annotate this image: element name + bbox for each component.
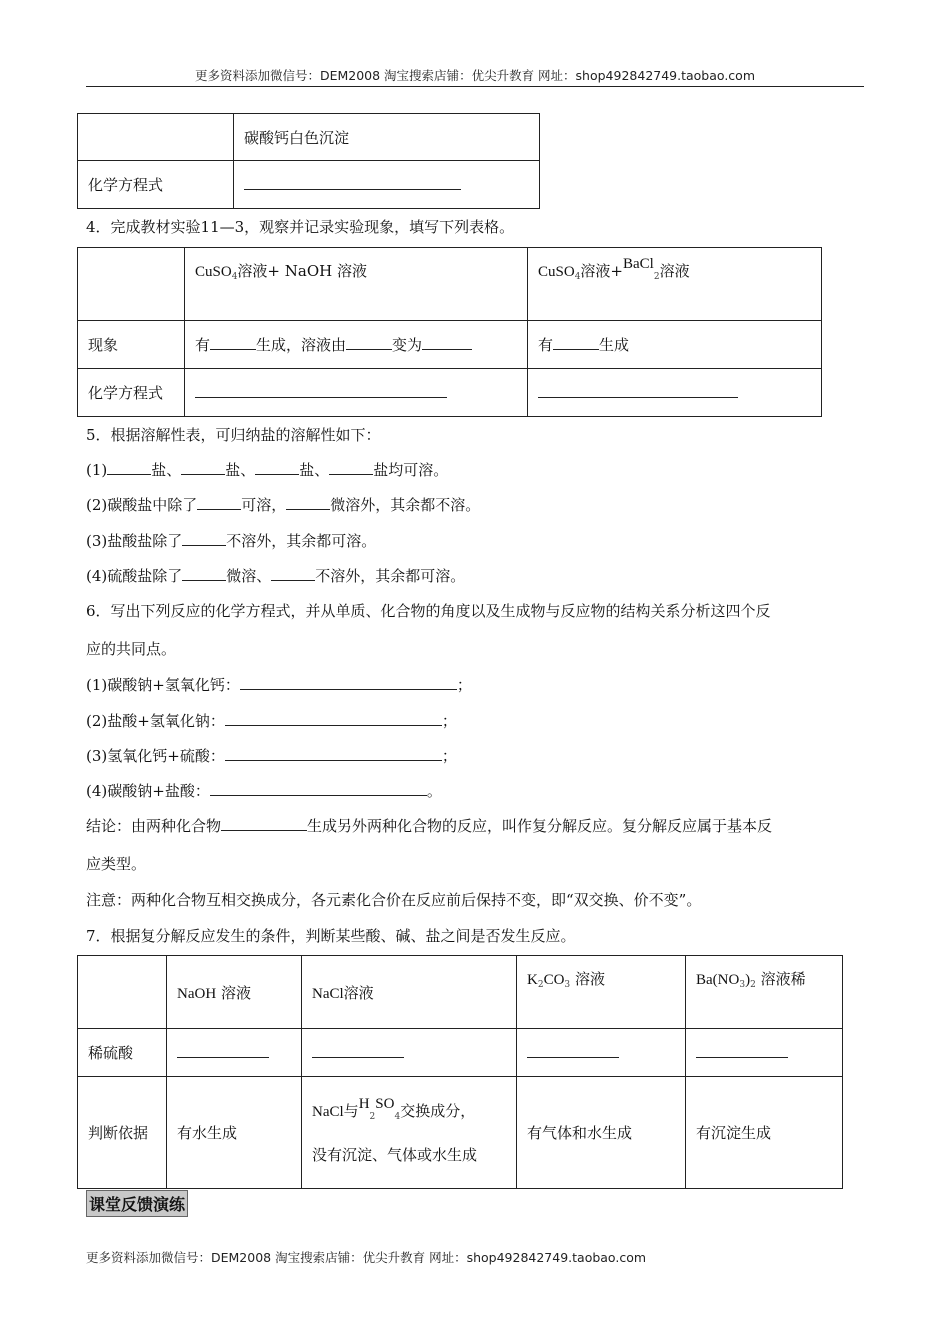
question-4: 4．完成教材实验11—3，观察并记录实验现象，填写下列表格。 bbox=[86, 218, 515, 236]
table-3 bbox=[77, 955, 843, 1189]
page-header: 更多资料添加微信号：DEM2008 淘宝搜索店铺：优尖升教育 网址：shop492842749.taobao.com bbox=[194, 68, 756, 83]
question-5-title: 5．根据溶解性表，可归纳盐的溶解性如下： bbox=[86, 426, 381, 444]
table2-label-phenomenon: 现象 bbox=[78, 321, 185, 369]
question-5-line-1[interactable]: (1) 盐、 盐、 盐、 盐均可溶。 bbox=[86, 461, 449, 479]
table1-cell-precipitate: 碳酸钙白色沉淀 bbox=[234, 114, 540, 161]
page-footer: 更多资料添加微信号：DEM2008 淘宝搜索店铺：优尖升教育 网址：shop492842749.taobao.com bbox=[86, 1250, 647, 1265]
reaction-2[interactable]: (2)盐酸+氢氧化钠： ； bbox=[86, 712, 457, 730]
table2-phenomenon-2[interactable]: 有 生成 bbox=[528, 321, 822, 369]
table3-header-naoh: NaOH 溶液 bbox=[167, 956, 302, 1029]
table2-header-1: CuSO$_4$溶液+ NaOH 溶液 bbox=[185, 248, 528, 321]
table3-header-bano32: $Ba(NO_3)_2$ 溶液稀 bbox=[686, 956, 843, 1029]
header-divider bbox=[86, 86, 864, 87]
table3-label-h2so4: 稀硫酸 bbox=[78, 1029, 167, 1077]
table3-basis-2: NaCl与$H_2SO_4$交换成分， 没有沉淀、气体或水生成 bbox=[302, 1077, 517, 1189]
table1-cell-empty bbox=[78, 114, 234, 161]
table2-header-2: CuSO$_4$溶液+BaCl$_2$溶液 bbox=[528, 248, 822, 321]
table3-header-nacl: NaCl溶液 bbox=[302, 956, 517, 1029]
reaction-4[interactable]: (4)碳酸钠+盐酸： 。 bbox=[86, 782, 442, 800]
table2-phenomenon-1[interactable]: 有 生成，溶液由 变为 bbox=[185, 321, 528, 369]
table3-blank-4[interactable] bbox=[686, 1029, 843, 1077]
table-1 bbox=[77, 113, 540, 209]
table2-equation-2[interactable] bbox=[528, 369, 822, 417]
question-7: 7．根据复分解反应发生的条件，判断某些酸、碱、盐之间是否发生反应。 bbox=[86, 927, 576, 945]
section-title: 课堂反馈演练 bbox=[86, 1190, 188, 1217]
table3-basis-1: 有水生成 bbox=[167, 1077, 302, 1189]
table-2 bbox=[77, 247, 822, 417]
table3-header-k2co3: $K_2CO_3$ 溶液 bbox=[517, 956, 686, 1029]
conclusion-line-1[interactable]: 结论：由两种化合物 生成另外两种化合物的反应，叫作复分解反应。复分解反应属于基本反 bbox=[86, 817, 773, 835]
table3-cell-empty bbox=[78, 956, 167, 1029]
table3-basis-4: 有沉淀生成 bbox=[686, 1077, 843, 1189]
table2-label-equation: 化学方程式 bbox=[78, 369, 185, 417]
reaction-3[interactable]: (3)氢氧化钙+硫酸： ； bbox=[86, 747, 457, 765]
note: 注意：两种化合物互相交换成分，各元素化合价在反应前后保持不变，即“双交换、价不变”。 bbox=[86, 891, 702, 909]
question-6-line-2: 应的共同点。 bbox=[86, 640, 177, 658]
table3-basis-3: 有气体和水生成 bbox=[517, 1077, 686, 1189]
table3-blank-2[interactable] bbox=[302, 1029, 517, 1077]
table3-label-basis: 判断依据 bbox=[78, 1077, 167, 1189]
table1-equation-blank[interactable] bbox=[234, 161, 540, 209]
table2-cell-empty bbox=[78, 248, 185, 321]
table3-blank-3[interactable] bbox=[517, 1029, 686, 1077]
table3-blank-1[interactable] bbox=[167, 1029, 302, 1077]
conclusion-line-2: 应类型。 bbox=[86, 855, 147, 873]
question-6-line-1: 6．写出下列反应的化学方程式，并从单质、化合物的角度以及生成物与反应物的结构关系分析这四个反 bbox=[86, 602, 771, 620]
table2-equation-1[interactable] bbox=[185, 369, 528, 417]
question-5-line-4[interactable]: (4)硫酸盐除了 微溶、 不溶外，其余都可溶。 bbox=[86, 567, 466, 585]
reaction-1[interactable]: (1)碳酸钠+氢氧化钙： ； bbox=[86, 676, 472, 694]
question-5-line-3[interactable]: (3)盐酸盐除了 不溶外，其余都可溶。 bbox=[86, 532, 377, 550]
question-5-line-2[interactable]: (2)碳酸盐中除了 可溶， 微溶外，其余都不溶。 bbox=[86, 496, 481, 514]
table1-label-equation: 化学方程式 bbox=[78, 161, 234, 209]
